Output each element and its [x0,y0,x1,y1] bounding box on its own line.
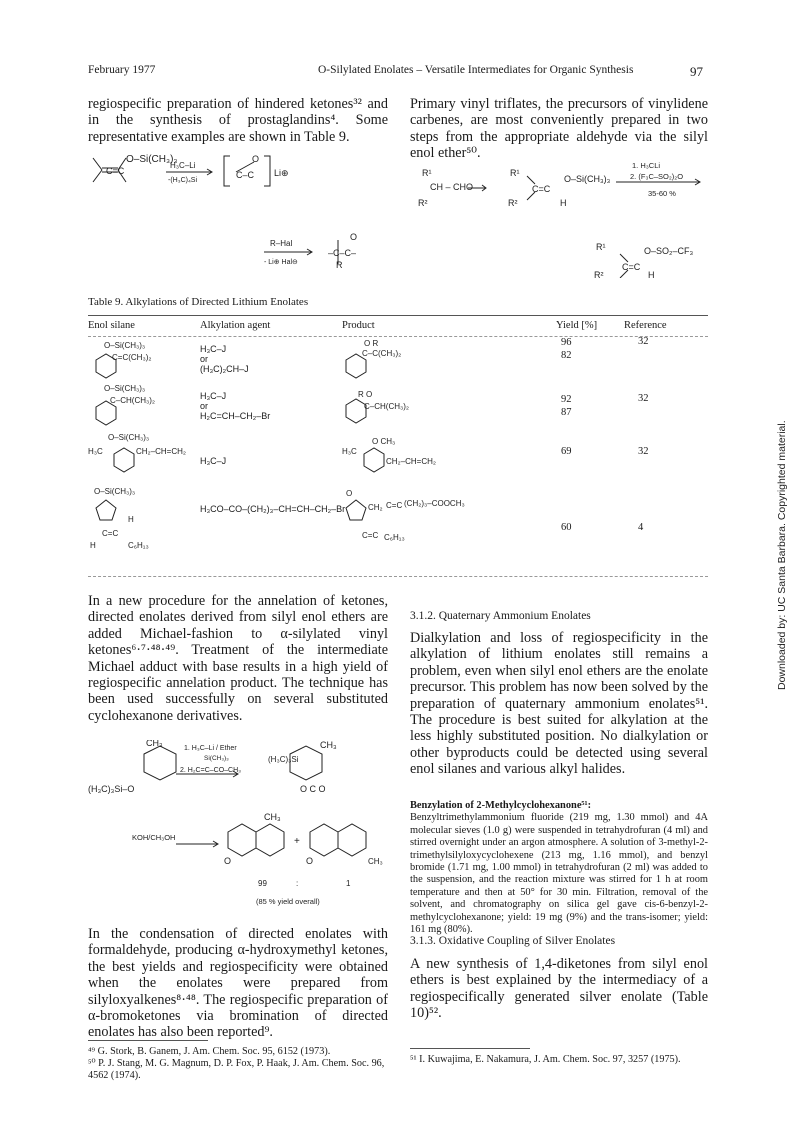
scheme3-step2: 2. H₂C=C–CO–CH₃ [180,767,242,774]
paragraph-silver: A new synthesis of 1,4-diketones from silyl enol ethers is best explained by the intermediacy of a regiospecifically generated silver enolate (Table 10)⁵². [410,956,708,1022]
svg-text:C₆H₁₃: C₆H₁₃ [128,541,149,550]
table-row [88,484,708,554]
svg-text:C–CH(CH₃)₂: C–CH(CH₃)₂ [110,396,156,405]
table-top-rule [88,315,708,316]
footnote-rule-right [410,1048,530,1049]
scheme3-step1: 1. H₃C–Li / Ether [184,745,237,752]
footnote-49: ⁴⁹ G. Stork, B. Ganem, J. Am. Chem. Soc. 95, 6152 (1973). [88,1046,331,1057]
svg-text:R¹: R¹ [510,168,520,178]
paragraph-annelation: In a new procedure for the annelation of ketones, directed enolates derived from silyl enol ethers are added Michael-fashion to α-silylated vinyl ketones⁶·⁷·⁴⁸·⁴⁹. Treatment of the intermediate Michael adduct with base results in a high yield of regiospecific annelation product. The technique has been used successfully on several substituted cyclohexanone derivatives. [88,593,388,724]
row3-agent: H₃C–J [200,456,227,466]
th-enol-silane: Enol silane [88,320,135,331]
scheme1-reagent: H₃C–Li [170,161,196,170]
experimental-title: Benzylation of 2-Methylcyclohexanone⁵¹: [410,800,592,811]
row4-agent: H₃CO–CO–(CH₂)₃–CH=CH–CH₂–Br [200,504,346,514]
row1-enol-silane [88,340,198,386]
scheme3-step2-si: Si(CH₃)₃ [204,755,229,762]
svg-text:O–Si(CH₃)₃: O–Si(CH₃)₃ [94,487,136,496]
row2-enol-silane [88,385,198,431]
svg-text:H: H [648,270,655,278]
svg-text:H₃C: H₃C [342,447,357,456]
row2-agent-b: H₂C=CH–CH₂–Br [200,411,271,421]
row4-yield: 60 [561,522,572,533]
row1-yield-b: 82 [561,350,572,361]
row3-yield: 69 [561,446,572,457]
footnote-51: ⁵¹ I. Kuwajima, E. Nakamura, J. Am. Chem. Soc. 97, 3257 (1975). [410,1054,681,1065]
svg-text:R²: R² [418,198,428,208]
scheme-annelation [88,740,388,915]
svg-text:C=C: C=C [532,184,551,194]
scheme3-ch3-d: CH₃ [368,857,383,866]
svg-text:C=C: C=C [102,529,119,538]
svg-text:H: H [560,198,567,208]
scheme3-ch3-a: CH₃ [146,740,163,748]
svg-text:O–Si(CH₃)₃: O–Si(CH₃)₃ [108,433,150,442]
svg-text:R O: R O [358,390,373,399]
scheme2-step1: 1. H₃CLi [632,161,661,170]
svg-text:C₆H₁₃: C₆H₁₃ [384,533,405,542]
table-caption: Table 9. Alkylations of Directed Lithium Enolates [88,296,309,308]
row4-product [338,484,538,554]
scheme-vinyl-triflate [410,158,710,278]
footnote-50: ⁵⁰ P. J. Stang, M. G. Magnum, D. P. Fox, P. Haak, J. Am. Chem. Soc. 96, 4562 (1974). [88,1058,385,1081]
paragraph-triflates: Primary vinyl triflates, the precursors of vinylidene carbenes, are most conveniently prepared in two steps from the appropriate aldehyde via the silyl enol ether⁵⁰. [410,96,708,162]
header-date: February 1977 [88,64,156,76]
svg-text:H: H [90,541,96,550]
svg-text:O C O: O C O [300,784,326,794]
row2-reference: 32 [638,393,649,404]
svg-text:R¹: R¹ [422,168,432,178]
row2-yield-a: 92 [561,394,572,405]
svg-text:O R: O R [364,340,379,348]
row3-reference: 32 [638,446,649,457]
svg-text:C=C: C=C [362,531,379,540]
experimental-text: Benzyltrimethylammonium fluoride (219 mg, 1.30 mmol) and 4A molecular sieves (1.0 g) were suspended in tetrahydrofuran (4 ml) and stirred overnight under an argon atmosphere. A solution of 3-methyl-2-trimethylsilyloxycyclohexene (213 mg, 1.16 mmol), and benzyl bromide (1.71 mg, 1.00 mmol) in tetrahydrofuran (2 ml) was added to the suspension, and the reaction mixture was stirred for 1 h at room temperature and then at 50° for 30 min. Filtration, removal of the solvent, and chromatography on silica gel gave cis-6-benzyl-2-methylcyclohexanone; yield: 19 mg (9%) and the trans-isomer; yield: 161 mg (80%). [410,812,708,936]
row1-yield-a: 96 [561,337,572,348]
svg-text:+: + [294,836,300,847]
row1-agent-or: or [200,354,209,364]
svg-text:–C–C–: –C–C– [328,248,357,258]
table-bottom-rule [88,576,708,577]
scheme3-silyl-a: (H₃C)₃Si–O [88,784,135,794]
svg-text:C–C: C–C [236,170,255,180]
scheme3-ch3-b: CH₃ [320,740,337,750]
footnotes-right [410,1054,708,1066]
svg-text:R¹: R¹ [596,242,606,252]
paragraph-formaldehyde: In the condensation of directed enolates with formaldehyde, producing α-hydroxymethyl ketones, the best yields and regiospecificity were obtained when the enolates were prepared from silyloxyalkenes⁸·⁴⁸. The regiospecific preparation of α-bromoketones via bromination of directed enolates has also been reported⁹. [88,926,388,1041]
page-number: 97 [690,64,703,79]
scheme1-silyl: O–Si(CH₃)₃ [126,154,178,165]
svg-text:O: O [252,154,260,164]
svg-text:H: H [128,515,134,524]
section-heading-312: 3.1.2. Quaternary Ammonium Enolates [410,610,591,622]
th-product: Product [342,320,375,331]
scheme3-ch3-c: CH₃ [264,812,281,822]
row3-enol-silane [88,432,198,482]
svg-text:O–Si(CH₃)₃: O–Si(CH₃)₃ [104,341,146,350]
scheme2-aldehyde: CH – CHO [430,182,474,192]
svg-text:O: O [346,489,353,498]
svg-text:C=C: C=C [106,166,125,176]
running-title: O-Silylated Enolates – Versatile Intermediates for Organic Synthesis [318,64,634,76]
row1-agent-a: H₃C–J [200,344,227,354]
row2-product [338,385,448,431]
paragraph-ammonium: Dialkylation and loss of regiospecificity in the alkylation of lithium enolates still remains a problem, even when silyl enol ethers are the enolate precursor. This problem has now been solved by the preparation of quaternary ammonium enolates⁵¹. The procedure is best suited for alkylation at the less highly substituted position. No dialkylation or other byproducts could be detected using several enol silanes and various alkyl halides. [410,630,708,778]
row1-agent-b: (H₃C)₂CH–J [200,364,249,374]
svg-text:O CH₃: O CH₃ [372,437,396,446]
footnote-rule-left [88,1040,208,1041]
download-notice: Downloaded by: UC Santa Barbara. Copyrighted material. [776,420,788,690]
scheme1-li: Li⊕ [274,168,289,178]
svg-text:O: O [224,856,232,866]
row2-yield-b: 87 [561,407,572,418]
row4-reference: 4 [638,522,644,533]
section-heading-313: 3.1.3. Oxidative Coupling of Silver Enolates [410,935,616,947]
row4-enol-silane [88,484,198,554]
svg-text:C=C: C=C [386,501,403,510]
svg-text:C=C(CH₃)₂: C=C(CH₃)₂ [112,353,152,362]
svg-text:O–Si(CH₃)₃: O–Si(CH₃)₃ [104,385,146,393]
paragraph-intro: regiospecific preparation of hindered ketones³² and in the synthesis of prostaglandins⁴. Some representative examples are shown in Table 9. [88,96,388,145]
svg-text:C–C(CH₃)₂: C–C(CH₃)₂ [362,349,402,358]
table-row [88,336,708,386]
row1-product [338,340,448,386]
scheme1-r: R [336,260,343,268]
scheme2-yield: 35-60 % [648,189,676,198]
svg-text:R²: R² [594,270,604,278]
scheme2-triflate: O–SO₂–CF₃ [644,246,694,256]
row2-agent-or: or [200,401,209,411]
table-row [88,385,708,431]
scheme3-ratio-a: 99 [258,879,267,888]
scheme3-silyl-b: (H₃C)₃Si [268,755,299,764]
svg-text:CH₂–CH=CH₂: CH₂–CH=CH₂ [386,457,436,466]
scheme1-rhal: R–Hal [270,239,293,248]
svg-text:CH₂: CH₂ [368,503,383,512]
th-reference: Reference [624,320,667,331]
table-row [88,432,708,482]
scheme3-base: KOH/CH₃OH [132,833,176,842]
scheme-enolate-alkylation [88,148,408,268]
footnotes-left [88,1046,388,1082]
svg-text:O: O [350,232,358,242]
svg-text:CH₂–CH=CH₂: CH₂–CH=CH₂ [136,447,186,456]
scheme1-byproduct: -(H₃C)₄Si [168,177,198,184]
scheme3-ratio-b: 1 [346,879,351,888]
svg-text:(CH₂)₃–COOCH₃: (CH₂)₃–COOCH₃ [404,499,465,508]
scheme2-step2: 2. (F₃C–SO₂)₂O [630,172,684,181]
row2-agent-a: H₃C–J [200,391,227,401]
experimental [410,800,708,936]
th-alkylation-agent: Alkylation agent [200,320,271,331]
svg-text:R²: R² [508,198,518,208]
row1-reference: 32 [638,336,649,347]
th-yield: Yield [%] [556,320,598,331]
scheme2-silyl: O–Si(CH₃)₃ [564,174,611,184]
svg-text:C=C: C=C [622,262,641,272]
svg-text:O: O [306,856,314,866]
row3-product [338,432,478,482]
svg-text::: : [296,879,299,888]
svg-text:C–CH(CH₃)₂: C–CH(CH₃)₂ [364,402,410,411]
svg-text:H₃C: H₃C [88,447,103,456]
scheme3-overall: (85 % yield overall) [256,897,320,906]
scheme1-lihal: - Li⊕ Hal⊖ [264,259,298,266]
table-header-rule [88,336,708,337]
